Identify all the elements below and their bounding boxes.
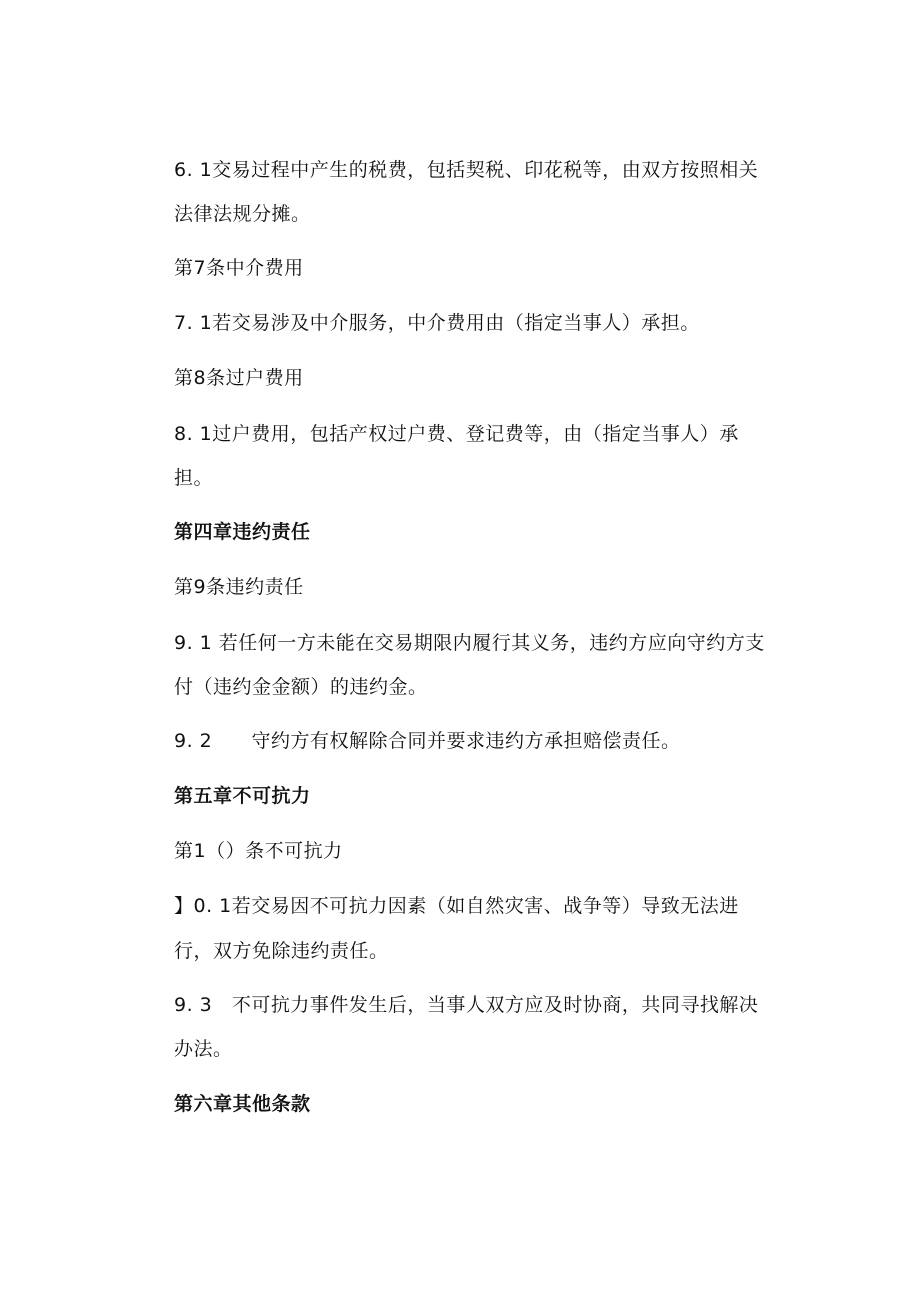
clause-9-3-line-2: 办法。 [174, 1038, 233, 1060]
clause-9-3-line-1: 9. 3 不可抗力事件发生后，当事人双方应及时协商，共同寻找解决 [174, 994, 759, 1016]
clause-7-1: 7. 1若交易涉及中介服务，中介费用由（指定当事人）承担。 [174, 312, 700, 334]
clause-8-1-line-2: 担。 [174, 467, 214, 489]
article-10-heading: 第1（）条不可抗力 [174, 840, 343, 862]
article-9-heading: 第9条违约责任 [174, 576, 304, 598]
clause-9-1-line-1: 9. 1 若任何一方未能在交易期限内履行其义务，违约方应向守约方支 [174, 632, 765, 654]
clause-6-1-line-1: 6. 1交易过程中产生的税费，包括契税、印花税等，由双方按照相关 [174, 159, 759, 181]
article-8-heading: 第8条过户费用 [174, 367, 304, 389]
clause-9-1-line-2: 付（违约金金额）的违约金。 [174, 676, 428, 698]
chapter-4-heading: 第四章违约责任 [174, 521, 311, 543]
clause-9-2: 9. 2 守约方有权解除合同并要求违约方承担赔偿责任。 [174, 730, 681, 752]
article-7-heading: 第7条中介费用 [174, 257, 304, 279]
clause-10-1-line-2: 行，双方免除违约责任。 [174, 940, 389, 962]
clause-10-1-line-1: 】0. 1若交易因不可抗力因素（如自然灾害、战争等）导致无法进 [174, 895, 739, 917]
chapter-5-heading: 第五章不可抗力 [174, 785, 311, 807]
clause-8-1-line-1: 8. 1过户费用，包括产权过户费、登记费等，由（指定当事人）承 [174, 423, 739, 445]
chapter-6-heading: 第六章其他条款 [174, 1093, 311, 1115]
clause-6-1-line-2: 法律法规分摊。 [174, 203, 311, 225]
